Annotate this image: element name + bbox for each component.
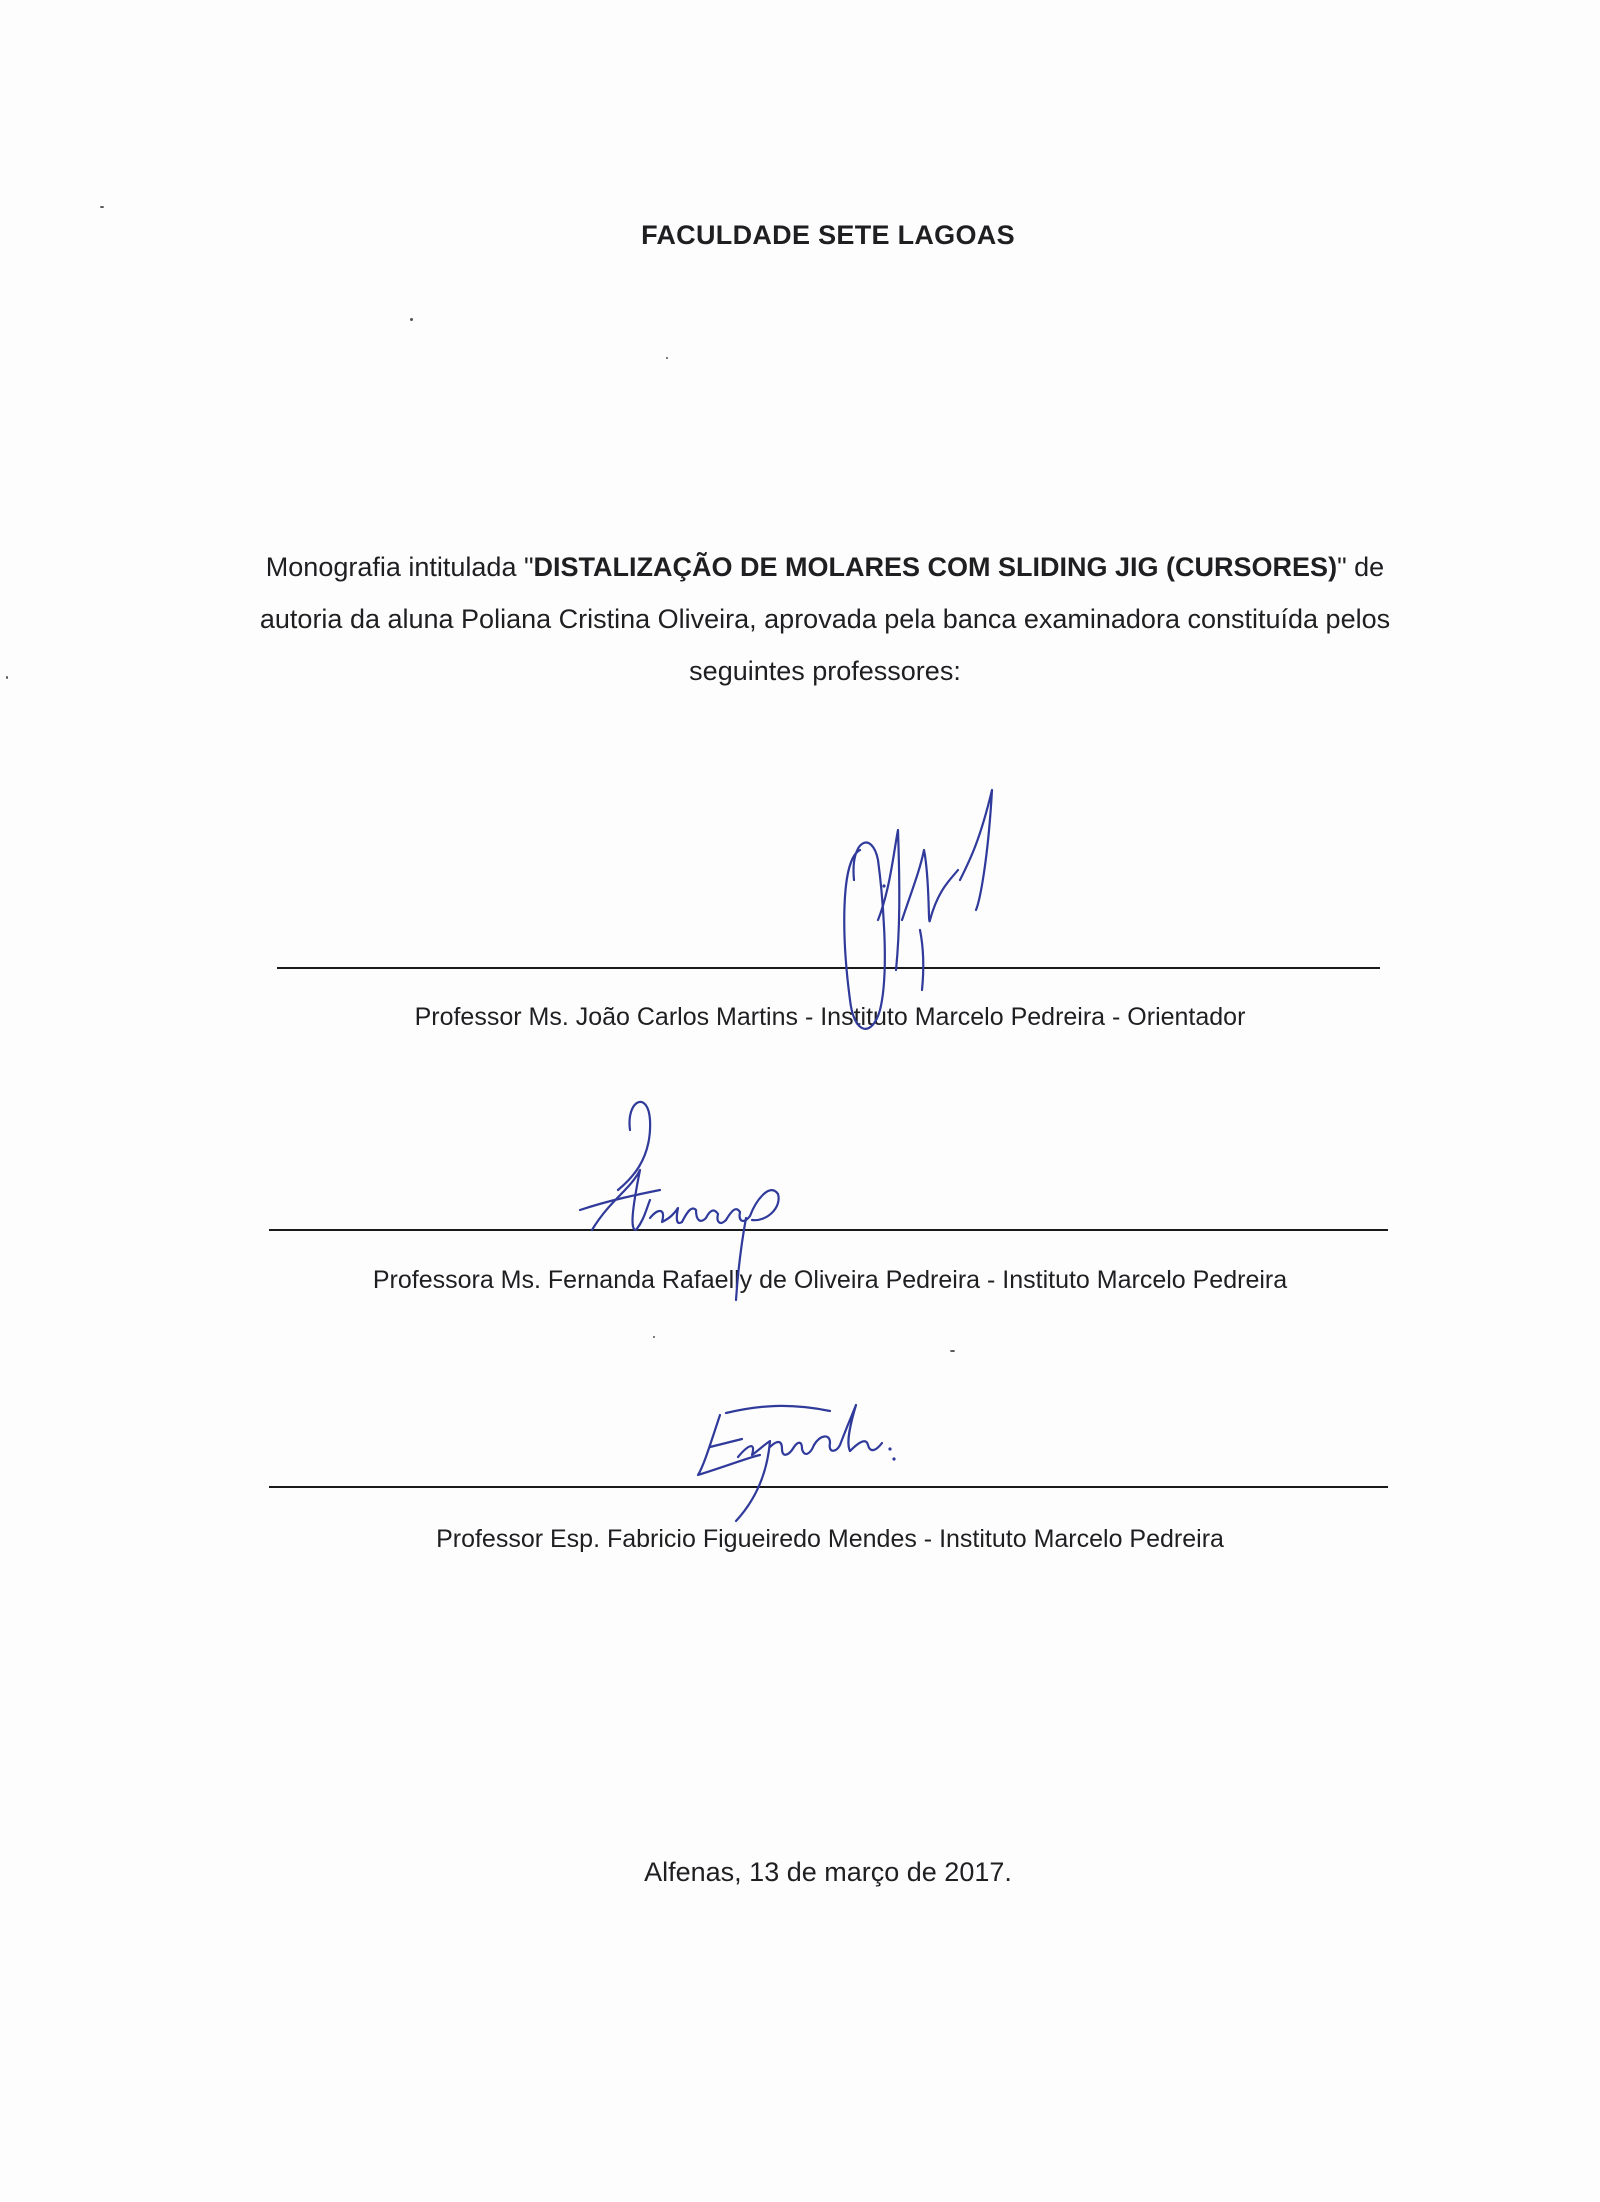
statement-prefix: Monografia intitulada " xyxy=(265,552,534,582)
signatory-name-2: Professora Ms. Fernanda Rafaelly de Oliveira Pedreira - Instituto Marcelo Pedreira xyxy=(372,1266,1288,1294)
scan-speck xyxy=(100,206,104,208)
handwritten-signature-2 xyxy=(570,1090,830,1310)
handwritten-signature-1 xyxy=(820,770,1050,1050)
scan-speck xyxy=(6,676,8,679)
institution-title: FACULDADE SETE LAGOAS xyxy=(641,220,1015,250)
handwritten-signature-3 xyxy=(690,1385,940,1525)
place-and-date: Alfenas, 13 de março de 2017. xyxy=(644,1857,1012,1887)
signatory-name-1: Professor Ms. João Carlos Martins - Instituto Marcelo Pedreira - Orientador xyxy=(414,1003,1246,1031)
approval-statement xyxy=(240,541,1410,697)
statement-suffix: " de autoria da aluna Poliana Cristina Oliveira, aprovada pela banca examinadora constituída pelos seguintes professores: xyxy=(259,552,1391,686)
thesis-title: DISTALIZAÇÃO DE MOLARES COM SLIDING JIG (CURSORES) xyxy=(533,552,1338,582)
scan-speck xyxy=(410,318,413,321)
scan-speck xyxy=(653,1336,655,1338)
scan-speck xyxy=(950,1350,955,1352)
scan-speck xyxy=(666,357,668,359)
signatory-name-3: Professor Esp. Fabricio Figueiredo Mendes - Instituto Marcelo Pedreira xyxy=(436,1525,1224,1553)
